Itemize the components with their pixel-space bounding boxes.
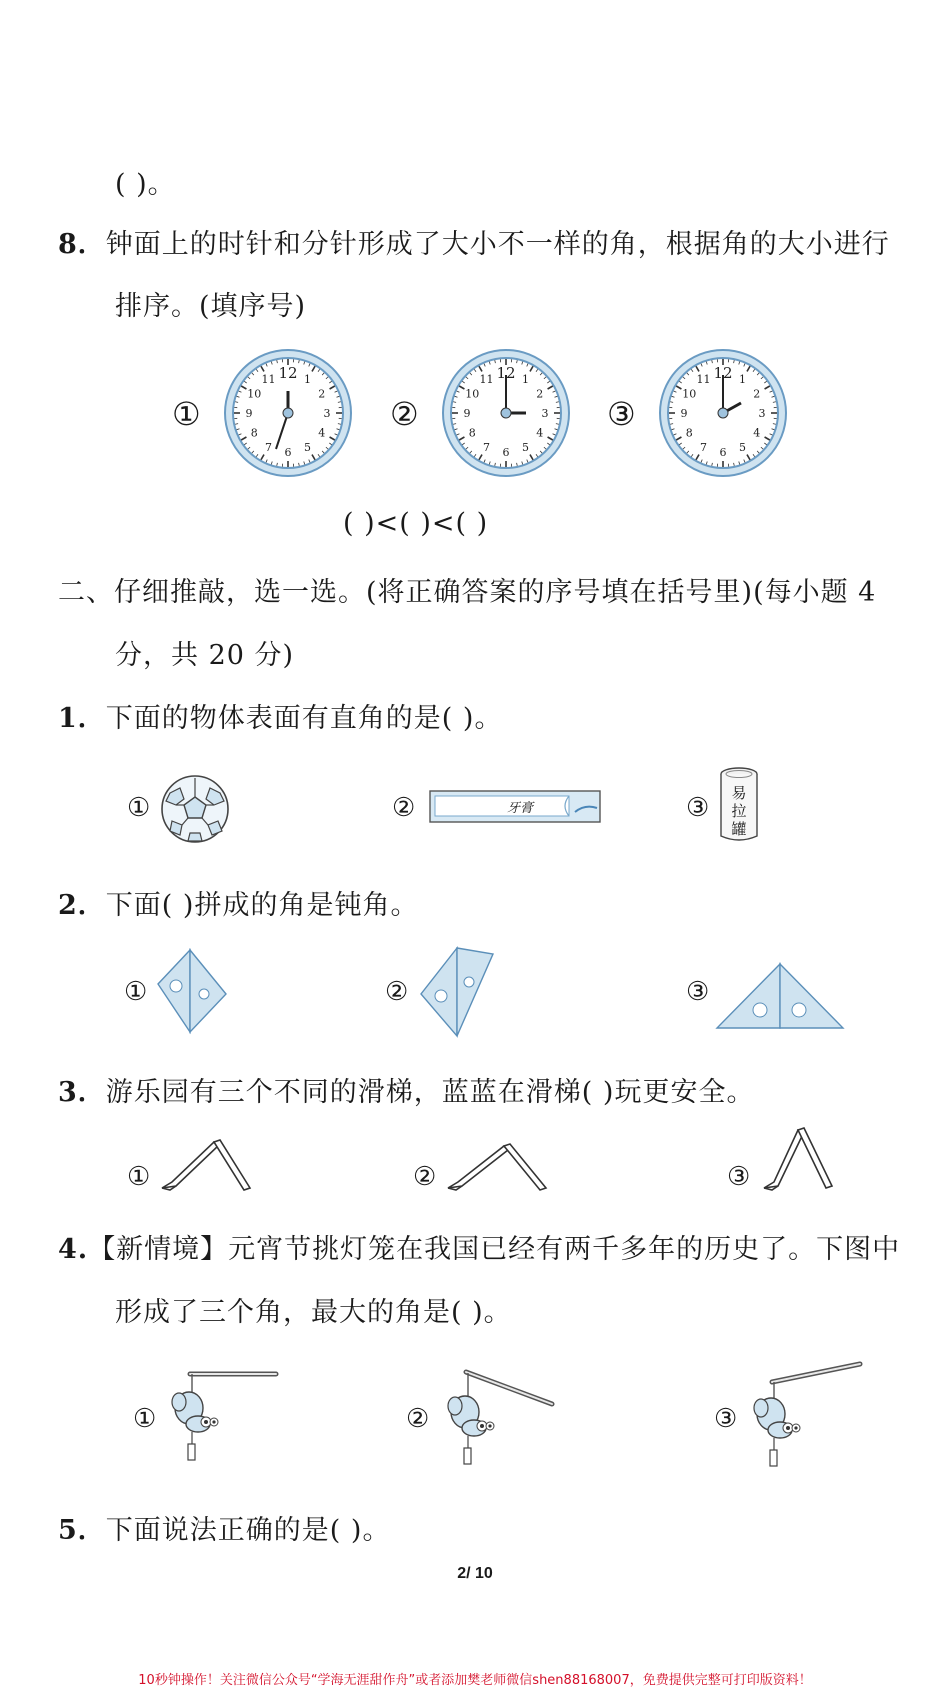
clock-number: 10 [465,387,480,401]
clock-center [283,408,293,418]
clock-number: 12 [496,364,516,382]
clock-number: 3 [541,407,549,420]
footer-promo-text: 10秒钟操作！关注微信公众号“学海无涯甜作舟”或者添加樊老师微信shen88168007，免费提供完整可打印版资料！ [138,1673,812,1688]
clock-number: 6 [719,446,727,459]
q4-option-2: ② [406,1404,430,1434]
q8-option-2: ② [390,395,419,433]
clock-center [718,408,728,418]
q2-text: 下面( )拼成的角是钝角。 [105,890,419,921]
q1-number: 1． [58,703,106,734]
can-char-1: 易 [731,784,747,802]
clock-figure-3 [657,347,789,479]
clock-number: 10 [682,387,697,401]
triangle-rulers-figure-2 [417,946,495,1038]
clock-figure-2 [440,347,572,479]
q8-text: 钟面上的时针和分针形成了大小不一样的角，根据角的大小进行 [105,229,890,260]
clock-number: 1 [739,373,746,387]
clock-number: 5 [739,440,746,454]
lantern-figure-1 [162,1364,282,1464]
q4-option-3: ③ [714,1404,738,1434]
clock-number: 6 [502,446,510,459]
triangle-rulers-figure-3 [715,962,845,1030]
clock-number: 4 [318,426,326,440]
clock-number: 9 [245,407,253,420]
clock-number: 4 [753,426,761,440]
can-char-3: 罐 [731,820,747,838]
section2-title: 二、仔细推敲，选一选。(将正确答案的序号填在括号里)(每小题 4 [58,577,877,608]
clock-number: 7 [265,440,272,454]
q4-line1 [58,1227,900,1266]
clock-number: 5 [304,440,311,454]
q1-option-1: ① [127,793,151,823]
clock-number: 3 [758,407,766,420]
q1-option-3: ③ [686,793,710,823]
q5-line [58,1508,390,1547]
triangle-rulers-figure-1 [154,948,230,1038]
can-label [729,784,749,838]
q2-option-3: ③ [686,977,710,1007]
q4-text: 元宵节挑灯笼在我国已经有两千多年的历史了。下图中 [228,1234,901,1265]
soccer-ball-figure [158,773,232,845]
q3-text: 游乐园有三个不同的滑梯，蓝蓝在滑梯( )玩更安全。 [105,1077,755,1108]
page-number: 2/ 10 [457,1565,493,1582]
q2-option-2: ② [385,977,409,1007]
clock-number: 5 [522,440,529,454]
q2-number: 2． [58,890,106,921]
q8-number: 8． [58,229,106,260]
lantern-figure-3 [742,1360,864,1470]
toothpaste-box-figure [429,790,601,823]
clock-number: 12 [278,364,298,382]
q4-line2: 形成了三个角，最大的角是( )。 [115,1297,512,1328]
clock-number: 7 [483,440,490,454]
q8-option-3: ③ [607,395,636,433]
clock-figure-1 [222,347,354,479]
can-char-2: 拉 [731,802,747,820]
q4-tag: 【新情境】 [88,1234,229,1265]
q1-text: 下面的物体表面有直角的是( )。 [105,703,503,734]
clock-number: 6 [284,446,292,459]
toothpaste-label: 牙膏 [507,801,534,816]
q3-option-3: ③ [727,1162,751,1192]
q1-option-2: ② [392,793,416,823]
q8-answer-blanks: ( )<( )<( ) [343,508,489,539]
clock-number: 9 [463,407,471,420]
clock-number: 8 [468,426,476,440]
previous-question-blank: ( )。 [115,169,176,200]
clock-number: 1 [522,373,529,387]
clock-number: 2 [318,387,326,401]
clock-number: 11 [261,373,276,387]
clock-number: 8 [685,426,693,440]
clock-number: 1 [304,373,311,387]
clock-number: 2 [753,387,761,401]
clock-number: 3 [323,407,331,420]
q2-option-1: ① [124,977,148,1007]
section2-title-line2: 分，共 20 分) [115,640,295,671]
lantern-figure-2 [436,1364,556,1470]
clock-number: 12 [713,364,733,382]
clock-number: 7 [700,440,707,454]
q1-line [58,696,502,735]
clock-center [501,408,511,418]
clock-number: 9 [680,407,688,420]
clock-number: 11 [696,373,711,387]
q3-line [58,1070,754,1109]
soda-can-figure [718,766,760,844]
slide-figure-2 [444,1140,550,1194]
slide-figure-3 [760,1126,836,1194]
q3-option-1: ① [127,1162,151,1192]
q4-number: 4. [58,1234,89,1265]
clock-number: 8 [250,426,258,440]
q2-line [58,883,418,922]
q3-option-2: ② [413,1162,437,1192]
q8-line1 [58,222,890,261]
q3-number: 3． [58,1077,106,1108]
q5-number: 5． [58,1515,106,1546]
q4-option-1: ① [133,1404,157,1434]
clock-number: 10 [247,387,262,401]
clock-number: 4 [536,426,544,440]
clock-number: 2 [536,387,544,401]
q8-option-1: ① [172,395,201,433]
q8-line2: 排序。(填序号) [115,291,307,322]
q5-text: 下面说法正确的是( )。 [105,1515,391,1546]
clock-number: 11 [479,373,494,387]
slide-figure-1 [158,1138,254,1194]
